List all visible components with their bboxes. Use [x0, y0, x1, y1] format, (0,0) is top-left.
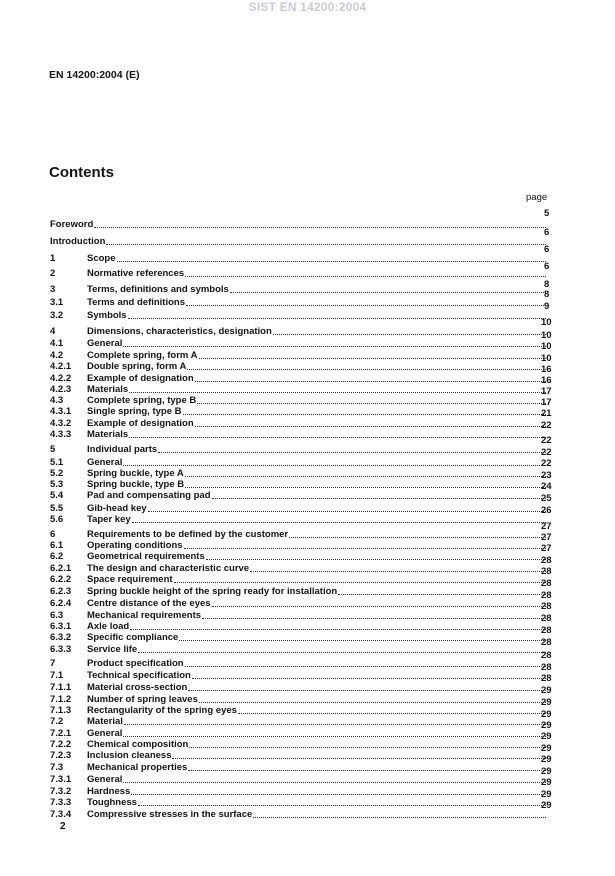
toc-entry-title: Mechanical properties [87, 762, 188, 773]
dot-leader [188, 769, 546, 771]
toc-page-number: 29 [541, 720, 552, 731]
toc-page-number: 9 [544, 301, 550, 312]
toc-section-number: 6.2.3 [50, 586, 72, 597]
toc-section-number: 7.2 [50, 716, 64, 727]
toc-page-number: 10 [541, 341, 552, 352]
toc-entry-title: Gib-head key [87, 503, 147, 514]
page-title: Contents [49, 164, 114, 181]
toc-entry-title: Complete spring, type B [87, 395, 197, 406]
toc-section-number: 7.2.1 [50, 728, 72, 739]
toc-entry-title: Mechanical requirements [87, 610, 202, 621]
toc-entry-title: Geometrical requirements [87, 551, 205, 562]
toc-entry-title: Chemical composition [87, 739, 189, 750]
toc-section-number: 4.2.2 [50, 373, 72, 384]
dot-leader [253, 816, 546, 818]
toc-entry-title: Material cross-section [87, 682, 188, 693]
toc-section-number: 7.3.2 [50, 786, 72, 797]
toc-section-number: 6.2.4 [50, 598, 72, 609]
toc-entry-title: Foreword [50, 219, 94, 230]
toc-page-number: 28 [541, 673, 552, 684]
toc-section-number: 4.3 [50, 395, 64, 406]
dot-leader [129, 391, 546, 393]
toc-section-number: 7 [50, 658, 56, 669]
toc-section-number: 4.3.2 [50, 418, 72, 429]
toc-page-number: 29 [541, 697, 552, 708]
toc-entry-title: Toughness [87, 797, 137, 808]
toc-page-number: 28 [541, 566, 552, 577]
dot-leader [202, 617, 546, 619]
toc-entry-title: General [87, 728, 123, 739]
toc-section-number: 7.1 [50, 670, 64, 681]
toc-entry-title: Scope [87, 253, 116, 264]
dot-leader [123, 345, 546, 347]
dot-leader [117, 260, 546, 262]
dot-leader [138, 804, 546, 806]
toc-section-number: 2 [50, 268, 56, 279]
toc-section-number: 6.3 [50, 610, 64, 621]
toc-section-number: 4.3.3 [50, 429, 72, 440]
toc-page-number: 25 [541, 493, 552, 504]
dot-leader [197, 402, 546, 404]
toc-section-number: 7.1.3 [50, 705, 72, 716]
toc-entry[interactable] [50, 317, 552, 338]
toc-page-number: 17 [541, 397, 552, 408]
toc-page-number: 29 [541, 777, 552, 788]
toc-entry-title: General [87, 774, 123, 785]
toc-entry[interactable] [50, 261, 550, 280]
toc-entry-title: Spring buckle, type B [87, 479, 185, 490]
toc-page-number: 28 [541, 637, 552, 648]
dot-leader [124, 723, 546, 725]
toc-entry-title: General [87, 338, 123, 349]
dot-leader [195, 425, 546, 427]
dot-leader [183, 413, 547, 415]
dot-leader [273, 333, 546, 335]
toc-section-number: 7.2.3 [50, 750, 72, 761]
toc-section-number: 3.1 [50, 297, 64, 308]
dot-leader [289, 536, 546, 538]
toc-entry[interactable] [50, 279, 550, 296]
dot-leader [250, 570, 546, 572]
dot-leader [187, 368, 546, 370]
dot-leader [189, 746, 546, 748]
dot-leader [185, 486, 546, 488]
toc-section-number: 6.3.1 [50, 621, 72, 632]
toc-entry-title: Spring buckle, type A [87, 468, 184, 479]
toc-entry-title: The design and characteristic curve [87, 563, 250, 574]
toc-page-number: 29 [541, 709, 552, 720]
toc-section-number: 7.1.2 [50, 694, 72, 705]
toc-section-number: 7.3.4 [50, 809, 72, 820]
toc-entry-title: Pad and compensating pad [87, 490, 211, 501]
toc-entry[interactable] [50, 650, 552, 670]
toc-section-number: 5.3 [50, 479, 64, 490]
toc-page-number: 21 [541, 408, 552, 419]
toc-entry-title: Normative references [87, 268, 185, 279]
toc-page-number: 29 [541, 685, 552, 696]
toc-entry-title: Taper key [87, 514, 131, 525]
toc-page-number: 24 [541, 481, 552, 492]
toc-entry[interactable] [50, 435, 552, 456]
toc-entry-title: Materials [87, 384, 129, 395]
dot-leader [185, 475, 546, 477]
toc-section-number: 5 [50, 444, 56, 455]
toc-page-number: 16 [541, 364, 552, 375]
toc-page-number: 22 [541, 420, 552, 431]
toc-entry-title: Dimensions, characteristics, designation [87, 326, 272, 337]
toc-section-number: 5.1 [50, 457, 64, 468]
dot-leader [148, 510, 546, 512]
toc-page-number: 16 [541, 375, 552, 386]
toc-entry-title: Inclusion cleaness [87, 750, 172, 761]
toc-entry-title: Compressive stresses in the surface [87, 809, 253, 820]
dot-leader [212, 605, 546, 607]
toc-page-number: 29 [541, 766, 552, 777]
dot-leader [238, 712, 546, 714]
dot-leader [192, 677, 546, 679]
toc-section-number: 5.4 [50, 490, 64, 501]
toc-page-number: 22 [541, 447, 552, 458]
toc-entry-title: Example of designation [87, 373, 194, 384]
toc-page-number: 27 [541, 532, 552, 543]
toc-section-number: 4.3.1 [50, 406, 72, 417]
toc-entry-title: Complete spring, form A [87, 350, 198, 361]
dot-leader [199, 701, 546, 703]
dot-leader [179, 639, 546, 641]
toc-page-number: 17 [541, 386, 552, 397]
dot-leader [184, 547, 546, 549]
toc-section-number: 7.3.1 [50, 774, 72, 785]
dot-leader [188, 689, 546, 691]
toc-section-number: 6.3.2 [50, 632, 72, 643]
dot-leader [132, 521, 546, 523]
dot-leader [186, 304, 546, 306]
toc-entry-title: General [87, 457, 123, 468]
toc-section-number: 5.6 [50, 514, 64, 525]
toc-page-number: 28 [541, 590, 552, 601]
toc-section-number: 4.2 [50, 350, 64, 361]
toc-entry-title: Spring buckle height of the spring ready for installation [87, 586, 338, 597]
dot-leader [130, 628, 546, 630]
dot-leader [158, 451, 546, 453]
dot-leader [338, 593, 546, 595]
toc-section-number: 6 [50, 529, 56, 540]
dot-leader [138, 651, 546, 653]
toc-entry-title: Introduction [50, 236, 106, 247]
toc-page-number: 28 [541, 578, 552, 589]
toc-section-number: 7.2.2 [50, 739, 72, 750]
dot-leader [230, 291, 546, 293]
toc-section-number: 4.2.3 [50, 384, 72, 395]
dot-leader [195, 380, 546, 382]
toc-page-number: 28 [541, 601, 552, 612]
toc-section-number: 3 [50, 284, 56, 295]
toc-entry-title: Symbols [87, 310, 127, 321]
toc-entry-title: Materials [87, 429, 129, 440]
toc-entry-title: Requirements to be defined by the customer [87, 529, 289, 540]
toc-entry-title: Space requirement [87, 574, 173, 585]
toc-page-number: 6 [544, 227, 550, 238]
dot-leader [94, 226, 546, 228]
toc-entry[interactable] [50, 227, 550, 248]
toc-entry-title: Number of spring leaves [87, 694, 198, 705]
toc-page-number: 23 [541, 470, 552, 481]
toc-section-number: 4.1 [50, 338, 64, 349]
toc-entry-title: Product specification [87, 658, 184, 669]
toc-section-number: 4.2.1 [50, 361, 72, 372]
page-number: 2 [60, 821, 66, 832]
toc-entry-title: Terms, definitions and symbols [87, 284, 229, 295]
toc-entry-title: Single spring, type B [87, 406, 182, 417]
toc-page-number: 10 [541, 330, 552, 341]
toc-page-number: 28 [541, 650, 552, 661]
toc-entry-title: Double spring, form A [87, 361, 187, 372]
dot-leader [172, 757, 546, 759]
toc-section-number: 6.2 [50, 551, 64, 562]
toc-page-number: 26 [541, 505, 552, 516]
dot-leader [206, 558, 546, 560]
toc-entry-title: Specific compliance [87, 632, 179, 643]
dot-leader [106, 243, 546, 245]
toc-page-number: 27 [541, 521, 552, 532]
toc-entry-title: Service life [87, 644, 138, 655]
toc-page-number: 10 [541, 353, 552, 364]
toc-entry-title: Axle load [87, 621, 130, 632]
toc-page-number: 6 [544, 261, 550, 272]
toc-entry-title: Material [87, 716, 123, 727]
toc-section-number: 6.3.3 [50, 644, 72, 655]
dot-leader [185, 665, 546, 667]
toc-page-number: 5 [544, 208, 550, 219]
toc-page-number: 6 [544, 244, 550, 255]
dot-leader [129, 436, 546, 438]
toc-entry-title: Centre distance of the eyes [87, 598, 211, 609]
toc-section-number: 5.5 [50, 503, 64, 514]
toc-section-number: 7.1.1 [50, 682, 72, 693]
toc-section-number: 6.2.2 [50, 574, 72, 585]
toc-entry-title: Technical specification [87, 670, 191, 681]
toc-section-number: 5.2 [50, 468, 64, 479]
toc-page-number: 29 [541, 731, 552, 742]
page-column-label: page [526, 192, 548, 203]
toc-page-number: 28 [541, 613, 552, 624]
toc-page-number: 29 [541, 743, 552, 754]
toc-entry-title: Rectangularity of the spring eyes [87, 705, 237, 716]
toc-section-number: 4 [50, 326, 56, 337]
toc-section-number: 1 [50, 253, 56, 264]
dot-leader [123, 735, 546, 737]
dot-leader [174, 581, 546, 583]
toc-page-number: 8 [544, 289, 550, 300]
toc-section-number: 6.1 [50, 540, 64, 551]
toc-page-number: 28 [541, 662, 552, 673]
toc-page-number: 28 [541, 625, 552, 636]
dot-leader [199, 357, 547, 359]
toc-section-number: 7.3 [50, 762, 64, 773]
dot-leader [123, 464, 546, 466]
toc-section-number: 7.3.3 [50, 797, 72, 808]
toc-entry-title: Example of designation [87, 418, 194, 429]
dot-leader [128, 317, 546, 319]
toc-entry-title: Individual parts [87, 444, 158, 455]
dot-leader [212, 497, 546, 499]
toc-section-number: 3.2 [50, 310, 64, 321]
toc-page-number: 27 [541, 543, 552, 554]
toc-section-number: 6.2.1 [50, 563, 72, 574]
dot-leader [123, 781, 546, 783]
toc-page-number: 28 [541, 555, 552, 566]
toc-entry[interactable] [50, 208, 550, 231]
toc-page-number: 22 [541, 435, 552, 446]
watermark: SIST EN 14200:2004 [248, 0, 367, 14]
toc-page-number: 10 [541, 317, 552, 328]
toc-entry-title: Hardness [87, 786, 131, 797]
document-identifier: EN 14200:2004 (E) [49, 69, 140, 81]
toc-page-number: 29 [541, 789, 552, 800]
dot-leader [185, 275, 546, 277]
toc-entry-title: Operating conditions [87, 540, 183, 551]
toc-page-number: 22 [541, 458, 552, 469]
dot-leader [131, 793, 546, 795]
toc-page-number: 29 [541, 800, 552, 811]
toc-entry-title: Terms and definitions [87, 297, 186, 308]
toc-page-number: 8 [544, 279, 550, 290]
toc-entry[interactable] [50, 244, 550, 265]
toc-page-number: 29 [541, 754, 552, 765]
